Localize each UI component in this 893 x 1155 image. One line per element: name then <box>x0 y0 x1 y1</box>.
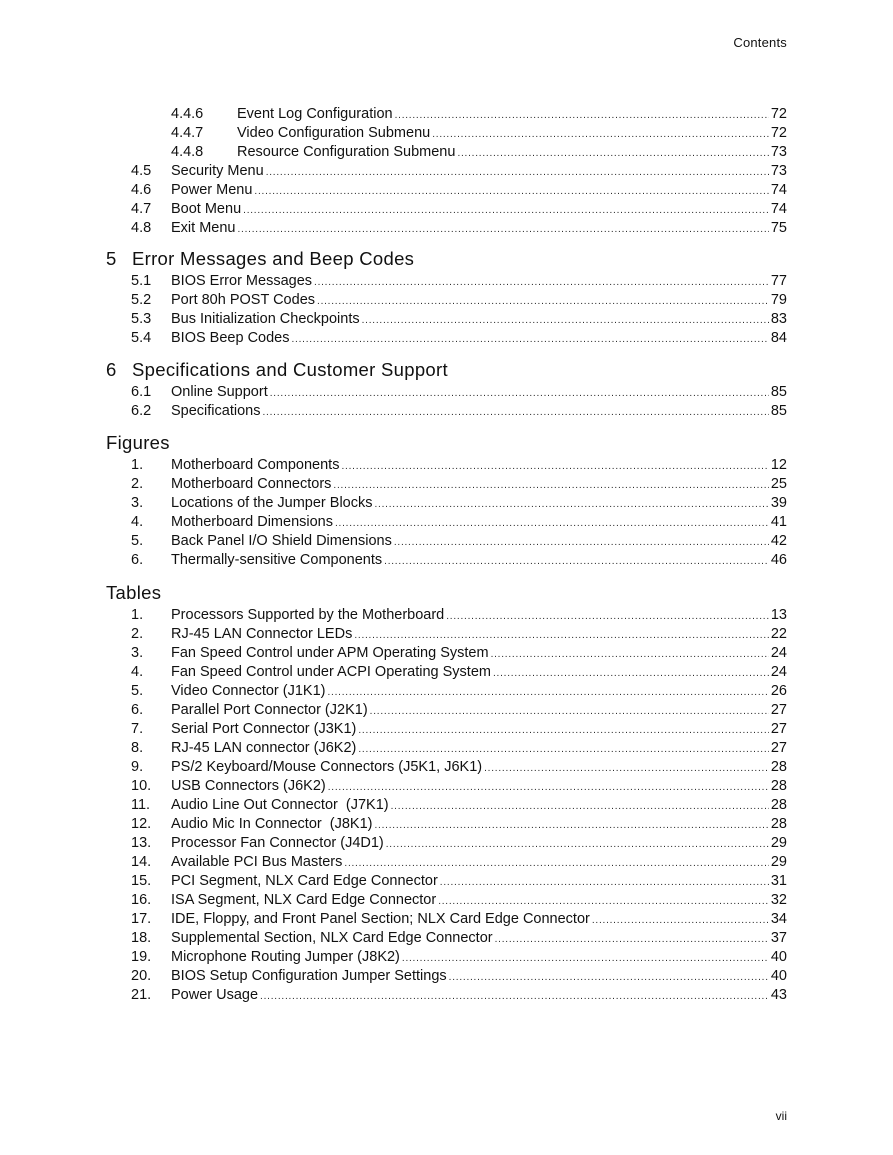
table-entry[interactable] <box>106 720 787 739</box>
toc-entry-label: Microphone Routing Jumper (J8K2) <box>171 949 400 965</box>
toc-entry-number: 5.4 <box>131 330 152 346</box>
toc-entry-number: 3. <box>131 645 144 661</box>
toc-entry-number: 17. <box>131 911 152 927</box>
toc-entry-number: 8. <box>131 740 144 756</box>
toc-entry-number: 5. <box>131 683 144 699</box>
toc-entry-number: 5.2 <box>131 292 152 308</box>
running-header: Contents <box>733 35 787 50</box>
toc-entry-number: 4.4.7 <box>171 125 204 141</box>
toc-entry-number: 5.3 <box>131 311 152 327</box>
toc-entry-page: 75 <box>770 220 787 236</box>
table-entry[interactable] <box>106 606 787 625</box>
toc-entry-page: 79 <box>770 292 787 308</box>
dot-leader <box>449 967 769 987</box>
dot-leader <box>358 739 769 759</box>
toc-entry-number: 15. <box>131 873 152 889</box>
toc-entry-label: Available PCI Bus Masters <box>171 854 343 870</box>
toc-entry-number: 21. <box>131 987 152 1003</box>
toc-entry-label: Power Menu <box>171 182 253 198</box>
toc-entry-label: Fan Speed Control under ACPI Operating System <box>171 664 491 680</box>
toc-entry-page: 46 <box>770 552 787 568</box>
toc-entry-label: Audio Mic In Connector (J8K1) <box>171 816 373 832</box>
table-entry[interactable] <box>106 891 787 910</box>
toc-entry-label: Processor Fan Connector (J4D1) <box>171 835 384 851</box>
toc-entry-page: 27 <box>770 721 787 737</box>
toc-entry-page: 73 <box>770 163 787 179</box>
toc-entry-label: Security Menu <box>171 163 264 179</box>
toc-entry-number: 6. <box>131 702 144 718</box>
toc-entry-number: 4.5 <box>131 163 152 179</box>
dot-leader <box>391 796 769 816</box>
toc-entry-page: 74 <box>770 201 787 217</box>
toc-entry-page: 34 <box>770 911 787 927</box>
figure-entry[interactable] <box>106 475 787 494</box>
dot-leader <box>493 663 769 683</box>
toc-entry-number: 1. <box>131 607 144 623</box>
dot-leader <box>592 910 769 930</box>
dot-leader <box>446 606 769 626</box>
toc-entry[interactable] <box>106 329 787 348</box>
section-number: 6 <box>106 359 117 380</box>
toc-entry-page: 83 <box>770 311 787 327</box>
dot-leader <box>384 551 769 571</box>
toc-entry-label: Parallel Port Connector (J2K1) <box>171 702 368 718</box>
dot-leader <box>260 986 769 1006</box>
toc-entry-page: 77 <box>770 273 787 289</box>
toc-entry-label: Power Usage <box>171 987 259 1003</box>
dot-leader <box>394 532 769 552</box>
toc-entry-number: 5. <box>131 533 144 549</box>
toc-entry-label: Video Configuration Submenu <box>237 125 431 141</box>
toc-entry-page: 42 <box>770 533 787 549</box>
toc-entry[interactable] <box>106 219 787 238</box>
dot-leader <box>243 200 769 220</box>
dot-leader <box>374 815 768 835</box>
section-heading[interactable] <box>106 357 787 383</box>
figure-entry[interactable] <box>106 532 787 551</box>
toc-entry-number: 9. <box>131 759 144 775</box>
toc-entry-page: 26 <box>770 683 787 699</box>
section-5-block <box>106 246 787 348</box>
toc-entry-number: 14. <box>131 854 152 870</box>
dot-leader <box>292 329 769 349</box>
dot-leader <box>328 777 769 797</box>
dot-leader <box>440 872 769 892</box>
dot-leader <box>344 853 768 873</box>
figure-entry[interactable] <box>106 551 787 570</box>
table-entry[interactable] <box>106 929 787 948</box>
toc-entry-label: PCI Segment, NLX Card Edge Connector <box>171 873 438 889</box>
toc-entry-page: 72 <box>770 106 787 122</box>
toc-entry-number: 4.6 <box>131 182 152 198</box>
table-entry[interactable] <box>106 815 787 834</box>
toc-entry-label: Motherboard Connectors <box>171 476 332 492</box>
table-entry[interactable] <box>106 872 787 891</box>
dot-leader <box>438 891 769 911</box>
toc-entry-label: USB Connectors (J6K2) <box>171 778 326 794</box>
toc-entry-number: 2. <box>131 626 144 642</box>
toc-entry-number: 12. <box>131 816 152 832</box>
toc-entry-page: 39 <box>770 495 787 511</box>
tables-heading <box>106 580 787 606</box>
toc-entry-label: Serial Port Connector (J3K1) <box>171 721 357 737</box>
toc-entry-page: 40 <box>770 968 787 984</box>
toc-entry-page: 27 <box>770 702 787 718</box>
table-entry[interactable] <box>106 986 787 1005</box>
toc-entry-number: 1. <box>131 457 144 473</box>
dot-leader <box>317 291 769 311</box>
toc-entry-label: Video Connector (J1K1) <box>171 683 326 699</box>
toc-entry[interactable] <box>106 272 787 291</box>
section-title: Figures <box>106 432 170 453</box>
toc-entry-label: Supplemental Section, NLX Card Edge Connector <box>171 930 493 946</box>
toc-entry-page: 28 <box>770 797 787 813</box>
table-entry[interactable] <box>106 758 787 777</box>
toc-entry-page: 27 <box>770 740 787 756</box>
toc-entry-number: 4.7 <box>131 201 152 217</box>
table-entry[interactable] <box>106 834 787 853</box>
toc-entry-label: ISA Segment, NLX Card Edge Connector <box>171 892 437 908</box>
toc-entry[interactable] <box>106 402 787 421</box>
table-entry[interactable] <box>106 625 787 644</box>
dot-leader <box>237 219 768 239</box>
toc-entry-number: 18. <box>131 930 152 946</box>
toc-entry-page: 28 <box>770 778 787 794</box>
section-6-block <box>106 357 787 421</box>
table-entry[interactable] <box>106 967 787 986</box>
toc-entry-number: 3. <box>131 495 144 511</box>
toc-entry[interactable] <box>106 383 787 402</box>
table-entry[interactable] <box>106 701 787 720</box>
table-entry[interactable] <box>106 739 787 758</box>
toc-entry-label: PS/2 Keyboard/Mouse Connectors (J5K1, J6K1) <box>171 759 483 775</box>
dot-leader <box>254 181 768 201</box>
section-number: 5 <box>106 248 117 269</box>
toc-entry-label: Processors Supported by the Motherboard <box>171 607 445 623</box>
toc-entry-number: 6.2 <box>131 403 152 419</box>
toc-entry[interactable] <box>106 310 787 329</box>
dot-leader <box>335 513 769 533</box>
table-entry[interactable] <box>106 777 787 796</box>
table-entry[interactable] <box>106 663 787 682</box>
dot-leader <box>495 929 769 949</box>
toc-entry-label: BIOS Setup Configuration Jumper Settings <box>171 968 447 984</box>
toc-entry-page: 73 <box>770 144 787 160</box>
dot-leader <box>362 310 769 330</box>
toc-entry-page: 12 <box>770 457 787 473</box>
dot-leader <box>432 124 769 144</box>
toc-entry-number: 4.4.8 <box>171 144 204 160</box>
toc-entry-page: 31 <box>770 873 787 889</box>
toc-entry[interactable] <box>106 181 787 200</box>
toc-entry-label: Specifications <box>171 403 261 419</box>
toc-entry-number: 13. <box>131 835 152 851</box>
toc-entry-number: 16. <box>131 892 152 908</box>
toc-entry-label: Thermally-sensitive Components <box>171 552 383 568</box>
toc-entry-number: 11. <box>131 797 151 813</box>
dot-leader <box>457 143 768 163</box>
toc-entry-label: Resource Configuration Submenu <box>237 144 456 160</box>
dot-leader <box>402 948 769 968</box>
toc-entry[interactable] <box>106 200 787 219</box>
toc-entry[interactable] <box>106 143 787 162</box>
figure-entry[interactable] <box>106 456 787 475</box>
dot-leader <box>358 720 769 740</box>
section-title: Specifications and Customer Support <box>132 359 448 380</box>
toc-entry-number: 5.1 <box>131 273 152 289</box>
dot-leader <box>375 494 769 514</box>
dot-leader <box>314 272 769 292</box>
toc-entry-number: 20. <box>131 968 152 984</box>
toc-entry-label: Motherboard Dimensions <box>171 514 333 530</box>
dot-leader <box>484 758 769 778</box>
toc-entry-page: 29 <box>770 835 787 851</box>
toc-entry-page: 72 <box>770 125 787 141</box>
toc-entry-page: 28 <box>770 816 787 832</box>
toc-entry-label: Motherboard Components <box>171 457 340 473</box>
section-title: Error Messages and Beep Codes <box>132 248 415 269</box>
table-entry[interactable] <box>106 948 787 967</box>
dot-leader <box>270 383 769 403</box>
dot-leader <box>266 162 769 182</box>
toc-entry-label: Bus Initialization Checkpoints <box>171 311 360 327</box>
toc-entry-label: Online Support <box>171 384 268 400</box>
toc-entry[interactable] <box>106 162 787 181</box>
toc-entry-number: 10. <box>131 778 152 794</box>
toc-entry-label: RJ-45 LAN Connector LEDs <box>171 626 353 642</box>
toc-entry-page: 84 <box>770 330 787 346</box>
toc-entry-number: 4.4.6 <box>171 106 204 122</box>
toc-entry-page: 41 <box>770 514 787 530</box>
toc-entry-page: 43 <box>770 987 787 1003</box>
toc-entry-label: Event Log Configuration <box>237 106 393 122</box>
table-entry[interactable] <box>106 910 787 929</box>
toc-entry-page: 24 <box>770 664 787 680</box>
toc-entry-number: 2. <box>131 476 144 492</box>
page-number: vii <box>775 1109 787 1123</box>
toc-entry-page: 40 <box>770 949 787 965</box>
table-entry[interactable] <box>106 644 787 663</box>
toc-entry[interactable] <box>106 124 787 143</box>
figures-heading <box>106 430 787 456</box>
dot-leader <box>370 701 769 721</box>
toc-entry-label: Port 80h POST Codes <box>171 292 316 308</box>
toc-entry-number: 6.1 <box>131 384 152 400</box>
figure-entry[interactable] <box>106 513 787 532</box>
toc-entry-page: 13 <box>770 607 787 623</box>
toc-entry-number: 7. <box>131 721 144 737</box>
dot-leader <box>395 105 769 125</box>
section-title: Tables <box>106 582 162 603</box>
toc-entry-label: Fan Speed Control under APM Operating System <box>171 645 489 661</box>
toc-entry-label: RJ-45 LAN connector (J6K2) <box>171 740 357 756</box>
toc-entry-label: Audio Line Out Connector (J7K1) <box>171 797 389 813</box>
toc-entry-number: 4. <box>131 514 144 530</box>
toc-entry-label: Locations of the Jumper Blocks <box>171 495 373 511</box>
toc-entry-page: 32 <box>770 892 787 908</box>
menu-entries-block <box>106 105 787 238</box>
dot-leader <box>341 456 768 476</box>
toc-entry-page: 74 <box>770 182 787 198</box>
dot-leader <box>328 682 769 702</box>
toc-entry-page: 22 <box>770 626 787 642</box>
toc-entry-number: 4. <box>131 664 144 680</box>
toc-entry-page: 25 <box>770 476 787 492</box>
toc-entry-label: BIOS Beep Codes <box>171 330 290 346</box>
toc-entry-page: 24 <box>770 645 787 661</box>
dot-leader <box>333 475 768 495</box>
tables-block <box>106 580 787 1005</box>
toc-entry-number: 6. <box>131 552 144 568</box>
toc-entry[interactable] <box>106 291 787 310</box>
dot-leader <box>354 625 769 645</box>
figure-entry[interactable] <box>106 494 787 513</box>
toc-entry-label: Boot Menu <box>171 201 242 217</box>
table-entry[interactable] <box>106 853 787 872</box>
table-entry[interactable] <box>106 796 787 815</box>
toc-entry-label: Back Panel I/O Shield Dimensions <box>171 533 392 549</box>
dot-leader <box>386 834 769 854</box>
figures-block <box>106 430 787 570</box>
dot-leader <box>262 402 768 422</box>
toc-entry-page: 29 <box>770 854 787 870</box>
toc-entry-label: IDE, Floppy, and Front Panel Section; NLX Card Edge Connector <box>171 911 590 927</box>
toc-entry-label: Exit Menu <box>171 220 236 236</box>
section-heading[interactable] <box>106 246 787 272</box>
toc-entry[interactable] <box>106 105 787 124</box>
toc-entry-number: 19. <box>131 949 152 965</box>
dot-leader <box>491 644 769 664</box>
toc-entry-page: 85 <box>770 384 787 400</box>
toc-entry-number: 4.8 <box>131 220 152 236</box>
toc-entry-page: 37 <box>770 930 787 946</box>
toc-entry-page: 28 <box>770 759 787 775</box>
toc-entry-page: 85 <box>770 403 787 419</box>
table-entry[interactable] <box>106 682 787 701</box>
toc-entry-label: BIOS Error Messages <box>171 273 313 289</box>
